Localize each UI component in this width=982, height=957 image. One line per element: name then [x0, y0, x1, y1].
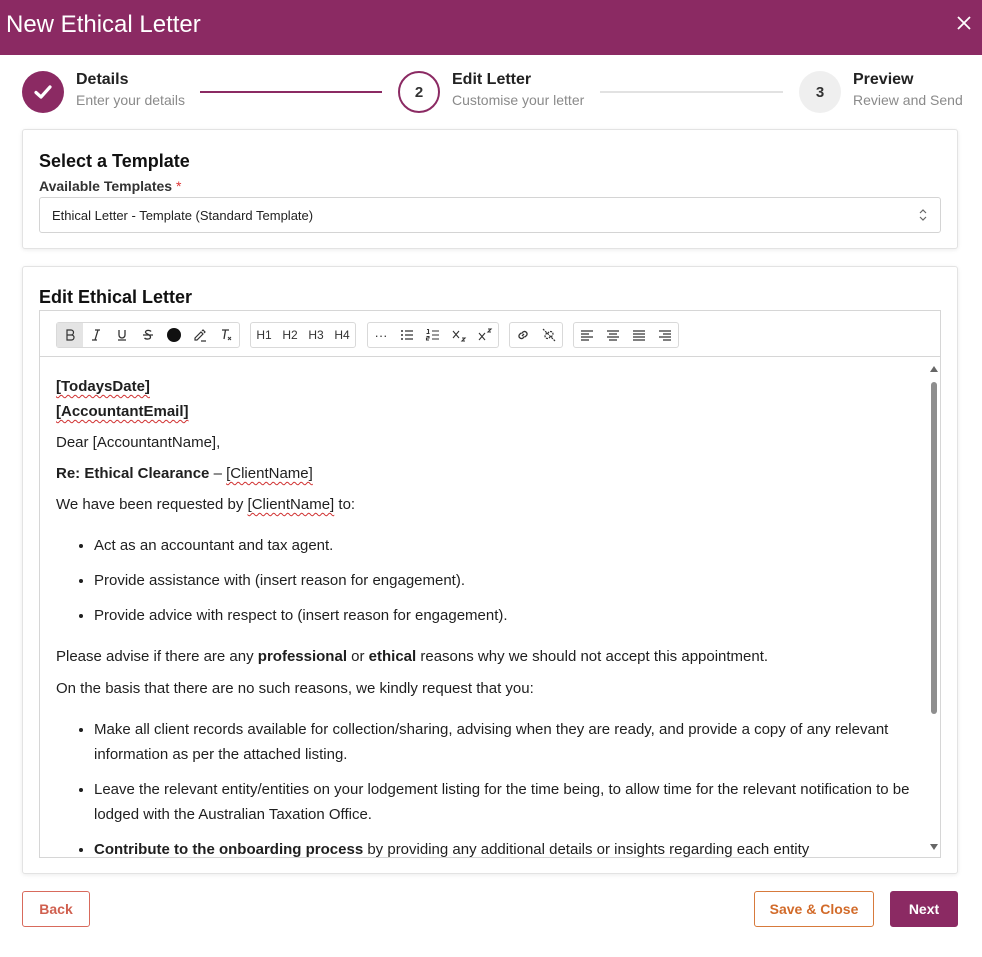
close-icon[interactable] — [955, 14, 973, 32]
list-item: • Leave the relevant entity/entities on your lodgement listing for the time being, to allow time for the relevant notification to be lodged with the Australian Taxation Office. — [94, 777, 912, 827]
align-justify-icon — [631, 327, 647, 343]
dialog-header — [0, 0, 982, 55]
insert-link-button[interactable] — [510, 323, 536, 347]
section-heading: Select a Template — [39, 151, 190, 171]
clear-format-icon — [218, 327, 234, 343]
toolbar-group-headings — [250, 322, 356, 348]
editor-toolbar — [40, 311, 940, 357]
bullet-list-button[interactable] — [394, 323, 420, 347]
subscript-button[interactable] — [446, 323, 472, 347]
template-select[interactable] — [39, 197, 941, 233]
heading-3-button[interactable] — [303, 323, 329, 347]
highlighter-icon — [192, 327, 208, 343]
basis-list — [56, 717, 912, 857]
date-placeholder: [TodaysDate] — [56, 378, 150, 395]
step-connector — [600, 91, 783, 93]
scrollbar-thumb[interactable] — [931, 382, 937, 714]
toolbar-group-format — [56, 322, 240, 348]
superscript-icon — [477, 327, 493, 343]
bold-icon — [62, 327, 78, 343]
italic-icon — [88, 327, 104, 343]
step-connector — [200, 91, 382, 93]
remove-link-button[interactable] — [536, 323, 562, 347]
align-right-icon — [657, 327, 673, 343]
bold-button[interactable] — [57, 323, 83, 347]
email-placeholder: [AccountantEmail] — [56, 403, 189, 420]
next-button[interactable]: Next — [890, 891, 958, 927]
step-title: Edit Letter — [452, 71, 532, 88]
heading-2-icon: H2 — [282, 328, 298, 342]
step-subtitle: Enter your details — [76, 92, 185, 108]
basis-paragraph: On the basis that there are no such reasons, we kindly request that you: — [56, 680, 534, 697]
editor-scrollbar[interactable] — [928, 358, 940, 857]
heading-2-button[interactable] — [277, 323, 303, 347]
field-label — [39, 178, 181, 194]
link-icon — [515, 327, 531, 343]
highlight-button[interactable] — [187, 323, 213, 347]
strikethrough-icon — [140, 327, 156, 343]
toolbar-group-links — [509, 322, 563, 348]
list-item: • Provide assistance with (insert reason for engagement). — [94, 568, 912, 593]
step-subtitle: Customise your letter — [452, 92, 585, 108]
text-color-button[interactable] — [161, 323, 187, 347]
list-item: • Provide advice with respect to (insert reason for engagement). — [94, 603, 912, 628]
color-circle-icon — [166, 327, 182, 343]
heading-4-icon: H4 — [334, 328, 350, 342]
list-item: • Act as an accountant and tax agent. — [94, 533, 912, 558]
advise-paragraph: Please advise if there are any professional or ethical reasons why we should not accept this appointment. — [56, 648, 769, 665]
required-mark: * — [175, 178, 182, 194]
unlink-icon — [541, 327, 557, 343]
align-center-button[interactable] — [600, 323, 626, 347]
toolbar-group-align — [573, 322, 679, 348]
request-list — [56, 533, 912, 628]
numbered-list-icon — [425, 327, 441, 343]
rich-text-editor — [39, 310, 941, 858]
back-button[interactable]: Back — [22, 891, 90, 927]
more-button[interactable] — [368, 323, 394, 347]
template-card — [22, 129, 958, 249]
chevron-updown-icon — [918, 208, 928, 222]
editor-card — [22, 266, 958, 874]
ellipsis-icon: ··· — [374, 327, 388, 343]
re-line: Re: Ethical Clearance – [ClientName] — [56, 465, 313, 482]
list-item: • Make all client records available for collection/sharing, advising when they are ready, and provide a copy of any relevant information as per the attached listing. — [94, 717, 912, 767]
strikethrough-button[interactable] — [135, 323, 161, 347]
italic-button[interactable] — [83, 323, 109, 347]
list-item: • Contribute to the onboarding process by providing any additional details or insights regarding each entity — [94, 837, 912, 857]
heading-1-button[interactable] — [251, 323, 277, 347]
heading-3-icon: H3 — [308, 328, 324, 342]
stepper — [22, 70, 963, 116]
bullet-list-icon — [399, 327, 415, 343]
underline-button[interactable] — [109, 323, 135, 347]
step-title: Details — [76, 71, 129, 88]
scroll-up-arrow-icon[interactable] — [930, 366, 938, 372]
step-complete-badge — [22, 71, 64, 113]
numbered-list-button[interactable] — [420, 323, 446, 347]
align-justify-button[interactable] — [626, 323, 652, 347]
heading-4-button[interactable] — [329, 323, 355, 347]
scroll-down-arrow-icon[interactable] — [930, 844, 938, 850]
step-title: Preview — [853, 71, 914, 88]
dialog-title: New Ethical Letter — [6, 11, 201, 38]
toolbar-group-lists — [367, 322, 499, 348]
align-center-icon — [605, 327, 621, 343]
align-left-icon — [579, 327, 595, 343]
check-icon — [32, 81, 54, 103]
superscript-button[interactable] — [472, 323, 498, 347]
align-left-button[interactable] — [574, 323, 600, 347]
save-close-button[interactable]: Save & Close — [754, 891, 874, 927]
field-label-text: Available Templates — [39, 178, 173, 194]
step-number: 2 — [398, 71, 440, 113]
request-line: We have been requested by [ClientName] to: — [56, 496, 356, 513]
step-subtitle: Review and Send — [853, 92, 963, 108]
subscript-icon — [451, 327, 467, 343]
template-select-value: Ethical Letter - Template (Standard Template) — [52, 208, 314, 223]
section-heading: Edit Ethical Letter — [39, 287, 193, 307]
heading-1-icon: H1 — [256, 328, 272, 342]
salutation: Dear [AccountantName], — [56, 434, 221, 451]
editor-content[interactable] — [40, 358, 928, 857]
align-right-button[interactable] — [652, 323, 678, 347]
step-number: 3 — [799, 71, 841, 113]
clear-format-button[interactable] — [213, 323, 239, 347]
underline-icon — [114, 327, 130, 343]
